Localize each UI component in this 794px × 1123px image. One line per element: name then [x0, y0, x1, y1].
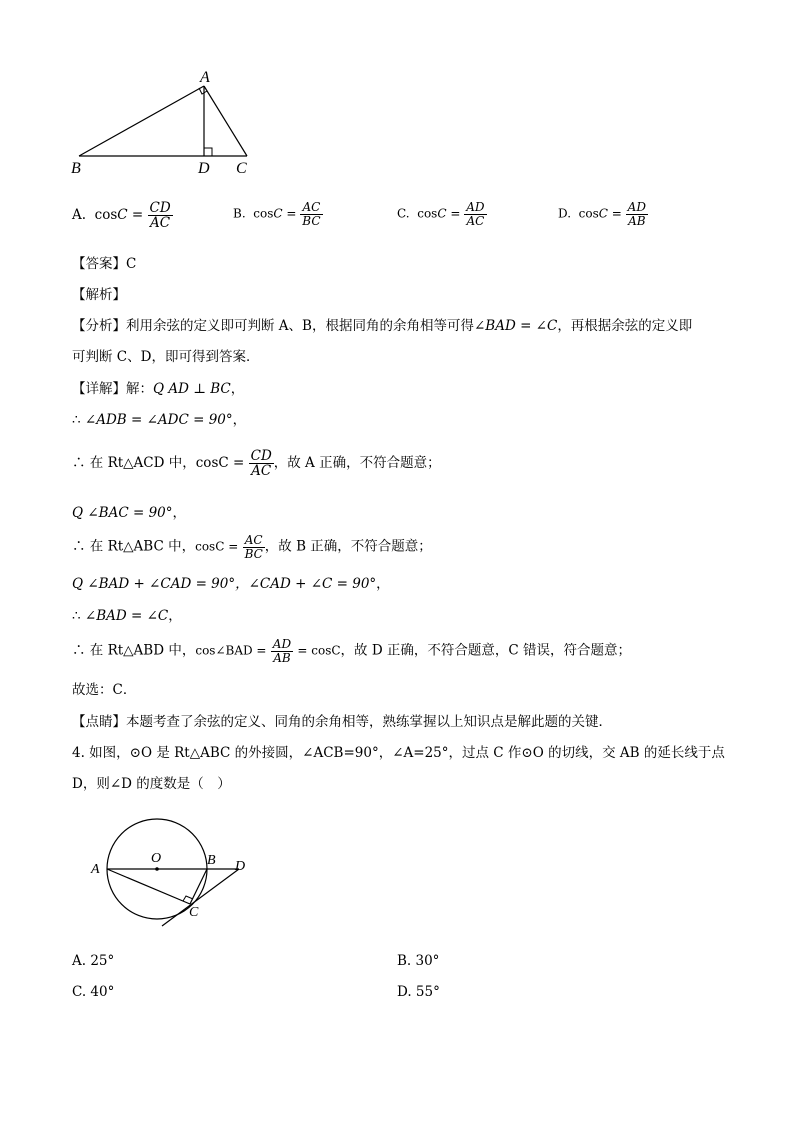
- detail-line2: ∴ ∠ADB = ∠ADC = 90°，: [72, 412, 247, 428]
- side-ac: [204, 86, 247, 156]
- detail-line1: 【详解】解：Q AD ⊥ BC，: [72, 381, 245, 397]
- center-dot: [155, 867, 159, 871]
- fraction: $\frac{AD}{AC}$: [466, 200, 485, 228]
- q4-line1: 4. 如图，⊙O 是 Rt△ABC 的外接圆，∠ACB=90°，∠A=25°，过点 C 作⊙O 的切线，交 AB 的延长线于点: [72, 745, 725, 761]
- fraction: $\frac{AC}{BC}$: [244, 533, 263, 561]
- label-d: D: [198, 160, 210, 177]
- label-c: C: [236, 160, 247, 177]
- detail-line6: Q ∠BAD + ∠CAD = 90°，∠CAD + ∠C = 90°，: [72, 576, 390, 592]
- detail-line5: ∴ 在 Rt△ABC 中，cosC = $\frac{AC}{BC}$ ，故 B 正确，不符合题意；: [72, 533, 432, 561]
- right-angle-mark-d: [204, 148, 212, 156]
- q4-option-d[interactable]: D. 55°: [397, 984, 440, 1000]
- label-a: A: [91, 862, 100, 877]
- q3-option-d[interactable]: D. cosC = $\frac{AD}{AB}$: [558, 200, 646, 228]
- fenxi-line1: 【分析】利用余弦的定义即可判断 A、B，根据同角的余角相等可得∠BAD = ∠C，再根据余弦的定义即: [72, 318, 693, 334]
- q4-option-a[interactable]: A. 25°: [72, 953, 115, 969]
- label-b: B: [207, 853, 216, 868]
- q3-option-b[interactable]: B. cosC = $\frac{AC}{BC}$: [233, 200, 321, 228]
- q4-line2: D，则∠D 的度数是（ ）: [72, 776, 231, 792]
- triangle-figure: [66, 66, 266, 182]
- q3-option-a[interactable]: A. cosC = $\frac{CD}{AC}$: [72, 200, 171, 232]
- circle-figure: [86, 812, 256, 938]
- detail-line8: ∴ 在 Rt△ABD 中，cos∠BAD = $\frac{AD}{AB}$ = cosC，故 D 正确，不符合题意，C 错误，符合题意；: [72, 637, 632, 665]
- side-ab: [79, 86, 204, 156]
- fraction: $\frac{AC}{BC}$: [302, 200, 321, 228]
- detail-line9: 故选：C．: [72, 682, 137, 698]
- detail-line3: ∴ 在 Rt△ACD 中，cosC = $\frac{CD}{AC}$ ，故 A 正确，不符合题意；: [72, 448, 441, 480]
- q4-option-c[interactable]: C. 40°: [72, 984, 115, 1000]
- q4-option-b[interactable]: B. 30°: [397, 953, 440, 969]
- fraction: $\frac{CD}{AC}$: [149, 200, 171, 232]
- analysis-heading: 【解析】: [72, 287, 126, 303]
- detail-line7: ∴ ∠BAD = ∠C，: [72, 608, 182, 624]
- detail-line4: Q ∠BAC = 90°，: [72, 505, 186, 521]
- fenxi-line2: 可判断 C、D，即可得到答案．: [72, 349, 260, 365]
- label-o: O: [151, 851, 162, 866]
- label-a: A: [200, 69, 210, 86]
- label-b: B: [71, 160, 81, 177]
- fraction: $\frac{CD}{AC}$: [250, 448, 272, 480]
- chord-ac: [107, 869, 190, 904]
- label-d: D: [235, 859, 246, 874]
- dianjing-line: 【点睛】本题考查了余弦的定义、同角的余角相等，熟练掌握以上知识点是解此题的关键．: [72, 714, 612, 730]
- label-c: C: [189, 905, 199, 920]
- fraction: $\frac{AD}{AB}$: [627, 200, 646, 228]
- q3-option-c[interactable]: C. cosC = $\frac{AD}{AC}$: [397, 200, 485, 228]
- answer-line: 【答案】C: [72, 256, 137, 272]
- fraction: $\frac{AD}{AB}$: [272, 637, 292, 665]
